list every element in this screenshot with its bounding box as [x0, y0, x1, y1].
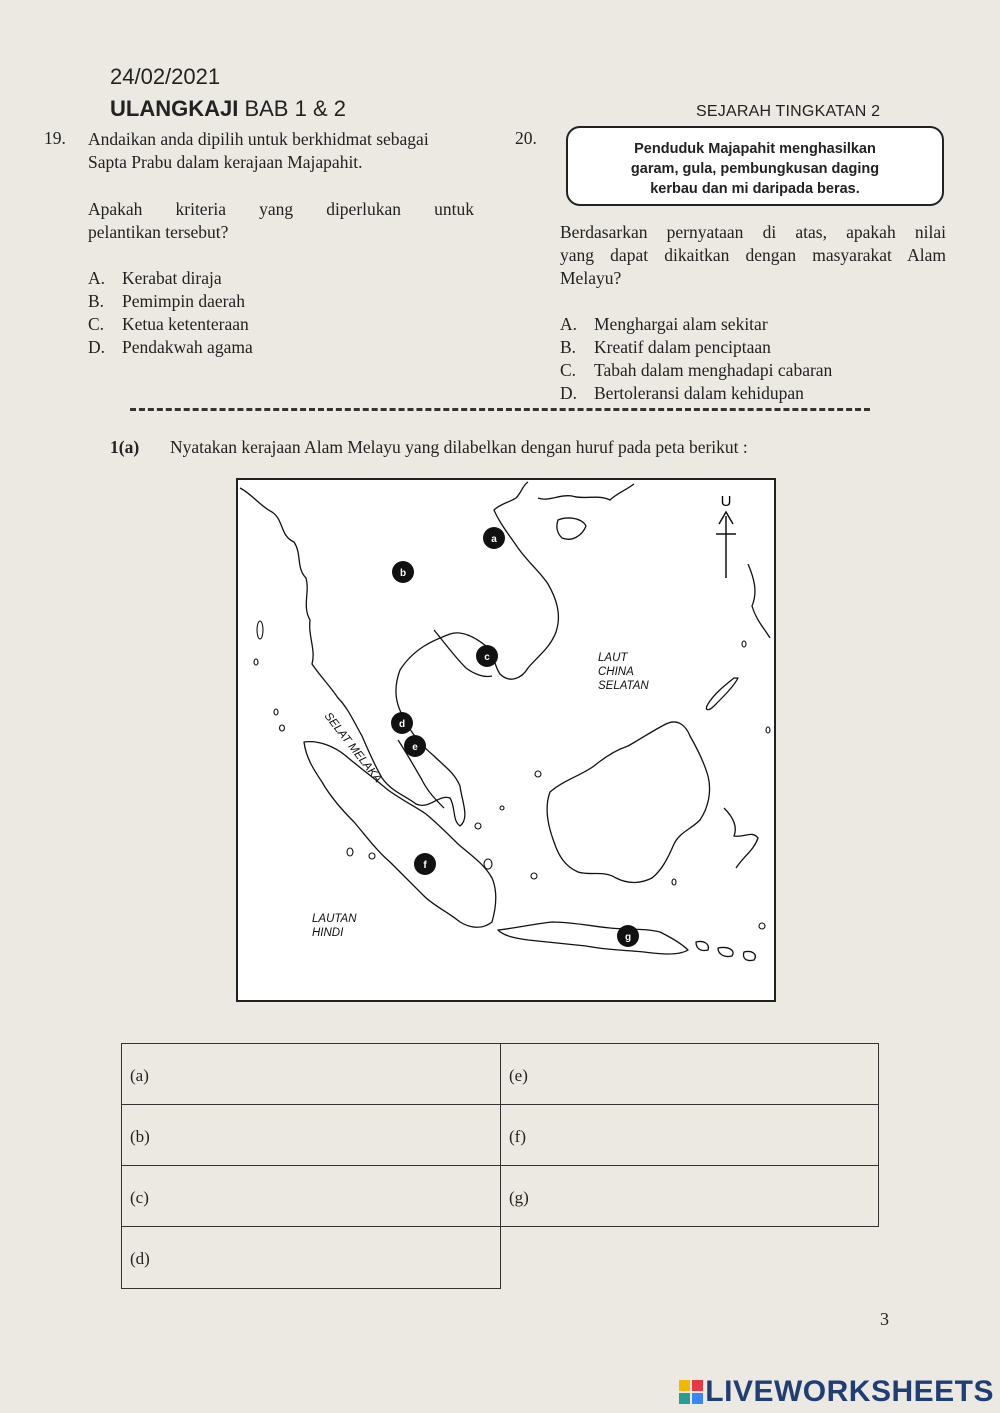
option-letter: B.	[560, 337, 577, 357]
brand-icon	[679, 1380, 703, 1404]
answer-cell-g[interactable]	[500, 1165, 879, 1227]
borneo-coast	[547, 722, 710, 883]
page-number: 3	[880, 1309, 889, 1329]
ne-coast	[538, 484, 634, 500]
brand-logo	[679, 1375, 994, 1409]
strait-label: SELAT MELAKA	[321, 710, 384, 786]
q20-box-line1: Penduduk Majapahit menghasilkan	[634, 141, 876, 157]
answer-cell-c[interactable]	[121, 1165, 501, 1227]
q19-stem	[88, 128, 474, 174]
option-letter: B.	[88, 291, 105, 311]
map-svg	[238, 480, 774, 1000]
answer-label: (f)	[509, 1127, 526, 1146]
option-text: Bertoleransi dalam kehidupan	[594, 383, 804, 403]
w5: untuk	[434, 199, 474, 219]
option-letter: A.	[88, 268, 106, 288]
q20-box-line3: kerbau dan mi daripada beras.	[650, 181, 860, 197]
marker-b[interactable]	[392, 561, 414, 583]
mainland-coast	[240, 482, 558, 826]
answer-label: (e)	[509, 1066, 528, 1085]
q20-number: 20.	[515, 128, 537, 148]
island	[672, 879, 676, 885]
andaman-island	[257, 621, 263, 639]
option-letter: D.	[88, 337, 106, 357]
q20-statement-box	[566, 126, 944, 206]
island	[369, 853, 375, 859]
answer-label: (a)	[130, 1066, 149, 1085]
option-letter: C.	[88, 314, 105, 334]
answer-cell-b[interactable]	[121, 1104, 501, 1166]
island	[274, 709, 278, 715]
subject-label: SEJARAH TINGKATAN 2	[696, 103, 881, 120]
island	[254, 659, 258, 665]
marker-g[interactable]	[617, 925, 639, 947]
option-text: Pemimpin daerah	[122, 291, 245, 311]
southeast-asia-map	[236, 478, 776, 1002]
q19-question-line2: pelantikan tersebut?	[88, 222, 229, 242]
marker-e-label: e	[412, 742, 418, 753]
sea-label-line2: CHINA	[598, 666, 634, 678]
island	[500, 806, 504, 810]
q20-option-b[interactable]	[560, 336, 832, 359]
hainan-coast	[557, 518, 586, 539]
answer-label: (b)	[130, 1127, 150, 1146]
marker-c[interactable]	[476, 645, 498, 667]
q19-option-c[interactable]	[88, 313, 253, 336]
q1a-number: 1(a)	[110, 437, 140, 457]
north-arrow	[716, 493, 736, 578]
philippines-coast	[748, 564, 770, 638]
answer-cell-d[interactable]	[121, 1226, 501, 1289]
sumatra-coast	[304, 742, 496, 928]
q19-option-a[interactable]	[88, 267, 253, 290]
q20-option-a[interactable]	[560, 313, 832, 336]
ocean-label-line1: LAUTAN	[312, 913, 357, 925]
w3: yang	[259, 199, 294, 219]
ocean-label-line2: HINDI	[312, 927, 344, 939]
q19-option-b[interactable]	[88, 290, 253, 313]
option-text: Kerabat diraja	[122, 268, 222, 288]
marker-g-label: g	[624, 932, 632, 943]
option-text: Kreatif dalam penciptaan	[594, 337, 771, 357]
java-coast	[498, 922, 688, 954]
island	[766, 727, 770, 733]
marker-d-label: d	[398, 719, 406, 730]
palawan	[706, 678, 738, 710]
w1: Apakah	[88, 199, 143, 219]
island	[531, 873, 537, 879]
w4: diperlukan	[326, 199, 402, 219]
option-text: Tabah dalam menghadapi cabaran	[594, 360, 833, 380]
island	[475, 823, 481, 829]
title-rest: BAB 1 & 2	[238, 96, 346, 121]
q20-option-d[interactable]	[560, 382, 832, 405]
q1a-text: Nyatakan kerajaan Alam Melayu yang dilabelkan dengan huruf pada peta berikut :	[170, 437, 748, 457]
islands-east	[696, 941, 755, 960]
answer-cell-e[interactable]	[500, 1043, 879, 1105]
island	[535, 771, 541, 777]
marker-a-label: a	[491, 534, 497, 545]
sulawesi-coast	[724, 808, 758, 868]
island	[742, 641, 746, 647]
sea-label-line3: SELATAN	[598, 680, 649, 692]
q19-number: 19.	[44, 128, 66, 148]
q20-box-line2: garam, gula, pembungkusan daging	[630, 161, 880, 177]
q19-stem-line1: Andaikan anda dipilih untuk berkhidmat sebagai	[88, 129, 429, 149]
marker-c-label: c	[484, 652, 490, 663]
q20-options	[560, 313, 832, 405]
answer-label: (c)	[130, 1188, 149, 1207]
marker-f[interactable]	[414, 853, 436, 875]
answer-table	[121, 1043, 879, 1289]
dashed-divider	[130, 408, 870, 411]
marker-f-label: f	[423, 860, 427, 871]
island	[484, 859, 492, 869]
sea-label-line1: LAUT	[598, 652, 628, 664]
island	[759, 923, 765, 929]
q19-option-d[interactable]	[88, 336, 253, 359]
q20-question-line3: Melayu?	[560, 268, 622, 288]
answer-cell-f[interactable]	[500, 1104, 879, 1166]
answer-label: (g)	[509, 1188, 529, 1207]
marker-a[interactable]	[483, 527, 505, 549]
q19-stem-line2: Sapta Prabu dalam kerajaan Majapahit.	[88, 152, 363, 172]
q20-option-c[interactable]	[560, 359, 832, 382]
q19-question-line1	[88, 198, 474, 221]
w2: kriteria	[175, 199, 227, 219]
q19-question	[88, 198, 474, 244]
option-letter: D.	[560, 383, 578, 403]
q20-question-line2: yang dapat dikaitkan dengan masyarakat Alam	[560, 245, 946, 265]
q19-options	[88, 267, 253, 359]
option-letter: A.	[560, 314, 578, 334]
island	[347, 848, 353, 856]
marker-d[interactable]	[391, 712, 413, 734]
option-text: Menghargai alam sekitar	[594, 314, 768, 334]
page-title	[110, 96, 346, 122]
option-text: Pendakwah agama	[122, 337, 253, 357]
marker-e[interactable]	[404, 735, 426, 757]
answer-label: (d)	[130, 1249, 150, 1268]
option-text: Ketua ketenteraan	[122, 314, 249, 334]
north-label: U	[720, 493, 732, 510]
brand-text: LIVEWORKSHEETS	[705, 1375, 994, 1408]
title-bold: ULANGKAJI	[110, 96, 239, 121]
island	[280, 725, 285, 731]
date: 24/02/2021	[110, 64, 221, 89]
q20-question-line1: Berdasarkan pernyataan di atas, apakah nilai	[560, 222, 946, 242]
option-letter: C.	[560, 360, 577, 380]
q20-question	[560, 221, 946, 290]
marker-b-label: b	[399, 568, 407, 579]
answer-cell-a[interactable]	[121, 1043, 501, 1105]
